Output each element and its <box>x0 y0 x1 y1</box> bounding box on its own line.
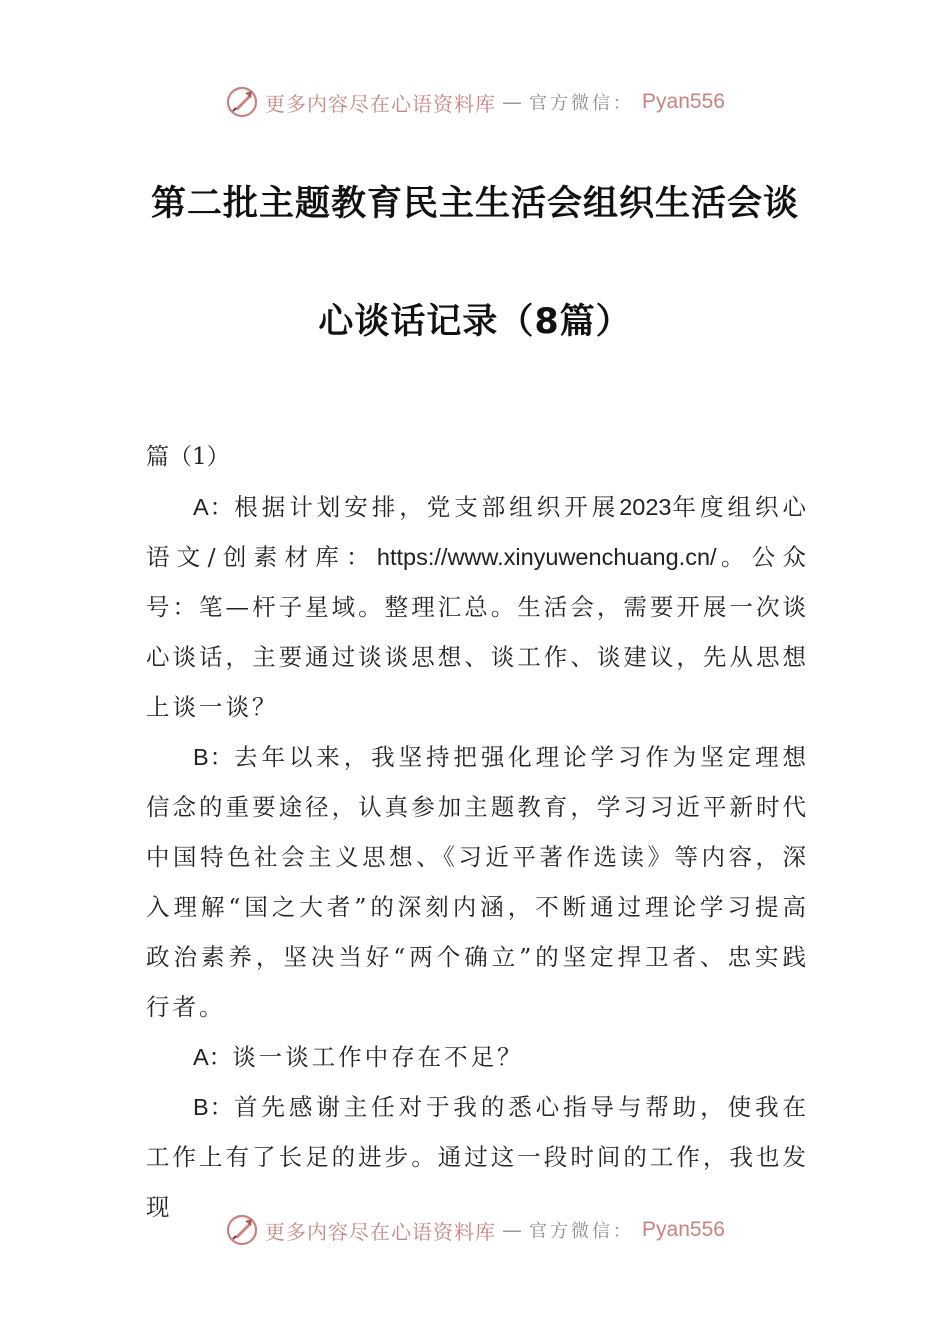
speaker-label: A： <box>193 1044 233 1070</box>
watermark-dash: — <box>502 1218 524 1242</box>
watermark-banner-top <box>0 82 950 122</box>
section-label: 篇（1） <box>146 444 230 470</box>
paragraph <box>146 482 809 732</box>
document-title-line2: 心谈话记录（8篇） <box>318 302 632 342</box>
url-text: https://www.xinyuwenchuang.cn/ <box>376 544 717 570</box>
document-title-line1: 第二批主题教育民主生活会组织生活会谈 <box>150 184 799 224</box>
quill-logo-icon <box>225 85 259 119</box>
watermark-wechat-id: Pyan556 <box>642 1218 725 1241</box>
paragraph-text: 根据计划安排，党支部组织开展 <box>234 493 620 521</box>
watermark-wechat-label: 官方微信： <box>529 1221 635 1242</box>
paragraph-text: 首先感谢主任对于我的悉心指导与帮助，使我在工作上有了长足的进步。通过这一段时间的工作，我也发现 <box>146 1093 809 1221</box>
speaker-label: A： <box>193 494 235 520</box>
paragraph <box>146 1032 809 1082</box>
document-body <box>146 482 809 1232</box>
paragraph <box>146 732 809 1032</box>
paragraph-text: 年度组织心语文/创素材库： <box>146 493 810 571</box>
paragraph-text: 谈一谈工作中存在不足？ <box>232 1043 524 1071</box>
watermark-wechat-label: 官方微信： <box>529 93 635 114</box>
year-text: 2023 <box>619 494 672 520</box>
speaker-label: B： <box>193 1094 235 1120</box>
paragraph-text: 去年以来，我坚持把强化理论学习作为坚定理想信念的重要途径，认真参加主题教育，学习习近平新时代中国特色社会主义思想、《习近平著作选读》等内容，深入理解“国之大者”的深刻内涵，不断通过理论学习提高政治素养，坚决当好“两个确立”的坚定捍卫者、忠实践行者。 <box>146 743 809 1021</box>
watermark-text: 更多内容尽在心语资料库 <box>265 91 497 116</box>
watermark-wechat-id: Pyan556 <box>642 90 725 113</box>
watermark-banner-bottom <box>0 1210 950 1250</box>
speaker-label: B： <box>193 744 235 770</box>
watermark-dash: — <box>502 90 524 114</box>
paragraph-text: 。公众号：笔—杆子星域。整理汇总。生活会，需要开展一次谈心谈话，主要通过谈谈思想、谈工作、谈建议，先从思想上谈一谈？ <box>146 543 809 721</box>
quill-logo-icon <box>225 1213 259 1247</box>
watermark-text: 更多内容尽在心语资料库 <box>265 1219 497 1244</box>
